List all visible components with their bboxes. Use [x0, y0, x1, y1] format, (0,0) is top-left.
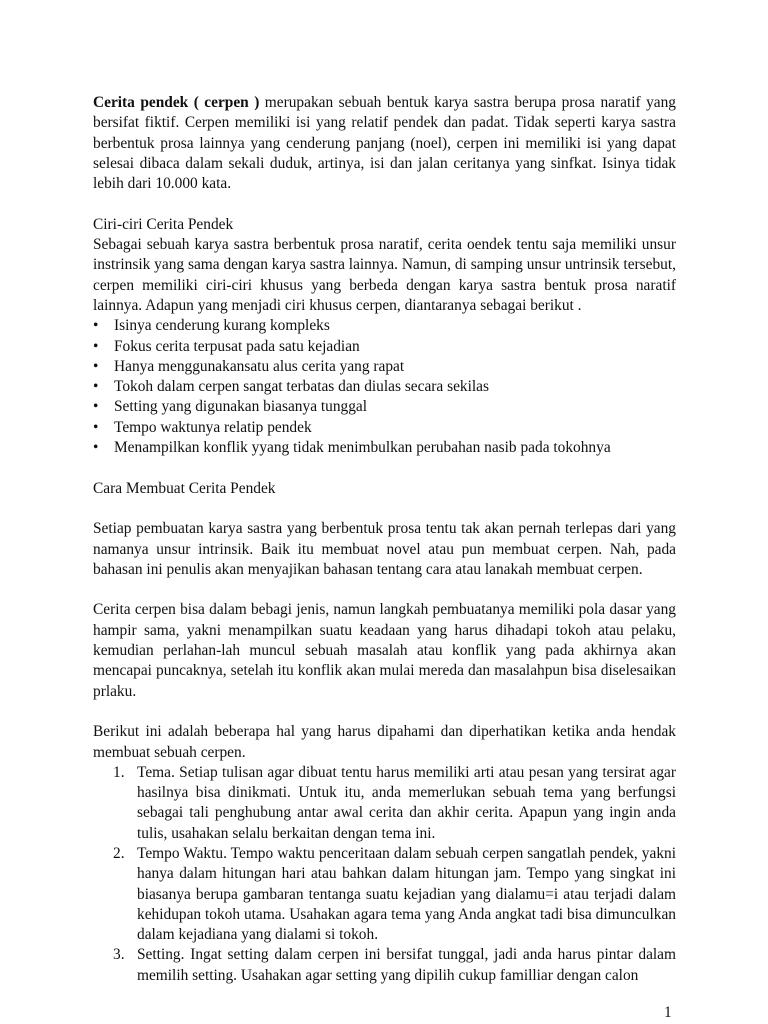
spacer	[93, 702, 676, 722]
list-item: • Tempo waktunya relatip pendek	[93, 418, 676, 438]
step-text: Setting. Ingat setting dalam cerpen ini bersifat tunggal, jadi anda harus pintar dalam memilih setting. Usahakan agar setting yang dipilih cukup familliar dengan calon	[137, 946, 676, 984]
spacer	[93, 458, 676, 478]
spacer	[93, 194, 676, 214]
page-number: 1	[664, 1004, 672, 1021]
howto-paragraph-2: Cerita cerpen bisa dalam bebagi jenis, namun langkah pembuatanya memiliki pola dasar yang hampir sama, yakni menampilkan suatu keadaan yang harus dihadapi tokoh atau pelaku, kemudian perlahan-lah muncul sebuah masalah atau konflik yang pada akhirnya akan mencapai puncaknya, setelah itu konflik akan mulai mereda dan masalahpun bisa diselesaikan prlaku.	[93, 601, 676, 700]
document-body	[93, 93, 676, 986]
intro-paragraph	[93, 93, 676, 194]
step-number: 2.	[113, 844, 125, 862]
list-item	[93, 844, 676, 945]
list-item: • Fokus cerita terpusat pada satu kejadian	[93, 337, 676, 357]
characteristics-paragraph: Sebagai sebuah karya sastra berbentuk prosa naratif, cerita oendek tentu saja memiliki unsur instrinsik yang sama dengan karya sastra lainnya. Namun, di samping unsur untrinsik tersebut, cerpen memiliki ciri-ciri khusus yang berbeda dengan karya sastra bentuk prosa naratif lainnya. Adapun yang menjadi ciri khusus cerpen, diantaranya sebagai berikut .	[93, 236, 676, 314]
characteristics-list	[93, 316, 676, 458]
step-text: Tempo Waktu. Tempo waktu penceritaan dalam sebuah cerpen sangatlah pendek, yakni hanya dalam hitungan hari atau bahkan dalam hitungan jam. Tempo yang singkat ini biasanya berupa gambaran tentanga suatu kejadian yang dialamu=i atau terjadi dalam kehidupan tokoh utama. Usahakan agara tema yang Anda angkat tadi bisa dimunculkan dalam kejadiana yang dialami si tokoh.	[137, 844, 676, 944]
characteristics-heading: Ciri-ciri Cerita Pendek	[93, 215, 234, 233]
spacer	[93, 499, 676, 519]
intro-text: merupakan sebuah bentuk karya sastra berupa prosa naratif yang bersifat fiktif. Cerpen memiliki isi yang relatif pendek dan padat. Tidak seperti karya sastra berbentuk prosa lainnya yang cenderung panjang (noel), cerpen ini memiliki isi yang dapat selesai dibaca dalam sekali duduk, artinya, isi dan jalan ceritanya yang sinfkat. Isinya tidak lebih dari 10.000 kata.	[93, 94, 676, 193]
howto-steps-list	[93, 763, 676, 986]
list-item	[93, 945, 676, 986]
spacer	[93, 580, 676, 600]
step-number: 3.	[113, 946, 125, 964]
step-text: Tema. Setiap tulisan agar dibuat tentu harus memiliki arti atau pesan yang tersirat agar hasilnya bisa dinikmati. Untuk itu, anda memerlukan sebuah tema yang berfungsi sebagai tali penghubung antar awal cerita dan akhir cerita. Apapun yang ingin anda tulis, usahakan selalu berkaitan dengan tema ini.	[137, 763, 676, 842]
howto-paragraph-3: Berikut ini adalah beberapa hal yang harus dipahami dan diperhatikan ketika anda hendak membuat sebuah cerpen.	[93, 723, 676, 761]
list-item: • Setting yang digunakan biasanya tunggal	[93, 397, 676, 417]
list-item: • Tokoh dalam cerpen sangat terbatas dan diulas secara sekilas	[93, 377, 676, 397]
list-item: • Isinya cenderung kurang kompleks	[93, 316, 676, 336]
howto-heading: Cara Membuat Cerita Pendek	[93, 479, 276, 497]
intro-term: Cerita pendek ( cerpen )	[93, 94, 260, 111]
step-number: 1.	[113, 763, 125, 781]
list-item: • Menampilkan konflik yyang tidak menimbulkan perubahan nasib pada tokohnya	[93, 438, 676, 458]
list-item: • Hanya menggunakansatu alus cerita yang rapat	[93, 357, 676, 377]
list-item	[93, 763, 676, 844]
howto-paragraph-1: Setiap pembuatan karya sastra yang berbentuk prosa tentu tak akan pernah terlepas dari yang namanya unsur intrinsik. Baik itu membuat novel atau pun membuat cerpen. Nah, pada bahasan ini penulis akan menyajikan bahasan tentang cara atau lanakah membuat cerpen.	[93, 520, 676, 578]
